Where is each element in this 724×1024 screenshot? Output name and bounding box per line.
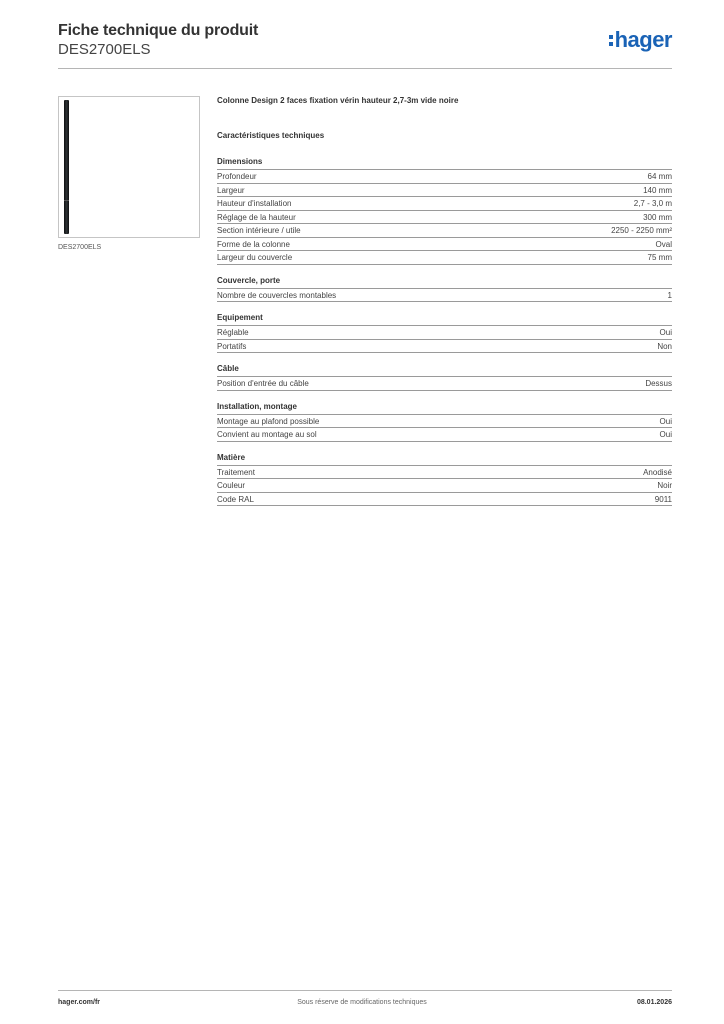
spec-row — [217, 211, 672, 225]
hager-logo — [609, 29, 672, 51]
spec-value: Oui — [659, 328, 672, 337]
spec-label: Section intérieure / utile — [217, 226, 301, 235]
spec-section-title: Matière — [217, 452, 672, 466]
spec-sections — [217, 156, 672, 506]
product-reference: DES2700ELS — [58, 41, 151, 58]
spec-row — [217, 466, 672, 480]
spec-section-title: Equipement — [217, 312, 672, 326]
spec-row — [217, 415, 672, 429]
spec-label: Montage au plafond possible — [217, 416, 320, 426]
product-column-image — [64, 100, 69, 234]
spec-label: Largeur — [217, 185, 245, 195]
spec-section-title: Installation, montage — [217, 401, 672, 415]
spec-row — [217, 170, 672, 184]
spec-section-title: Câble — [217, 363, 672, 377]
product-description: Colonne Design 2 faces fixation vérin hauteur 2,7-3m vide noire — [217, 96, 459, 105]
spec-label: Position d'entrée du câble — [217, 379, 309, 388]
spec-value: Noir — [657, 481, 672, 490]
spec-section-title: Dimensions — [217, 156, 672, 170]
spec-label: Couleur — [217, 481, 246, 490]
spec-section-title: Couvercle, porte — [217, 275, 672, 289]
footer-website: hager.com/fr — [58, 999, 101, 1006]
spec-label: Traitement — [217, 467, 255, 477]
spec-value: Oui — [659, 430, 672, 439]
spec-label: Forme de la colonne — [217, 239, 290, 249]
spec-section — [217, 452, 672, 507]
spec-row — [217, 184, 672, 198]
header-divider — [58, 68, 672, 69]
spec-section — [217, 156, 672, 265]
spec-label: Largeur du couvercle — [217, 253, 293, 262]
spec-row — [217, 289, 672, 303]
spec-label: Code RAL — [217, 494, 254, 504]
spec-row — [217, 479, 672, 493]
spec-value: Dessus — [645, 379, 672, 388]
spec-label: Hauteur d'installation — [217, 199, 292, 208]
footer-date: 08.01.2026 — [636, 999, 672, 1006]
product-content — [217, 95, 672, 516]
spec-section — [217, 363, 672, 391]
spec-value: 9011 — [654, 494, 672, 504]
spec-section — [217, 401, 672, 442]
spec-label: Nombre de couvercles montables — [217, 290, 337, 300]
spec-row — [217, 251, 672, 265]
spec-value: 2250 - 2250 mm² — [611, 226, 672, 235]
spec-row — [217, 326, 672, 340]
spec-value: Oval — [655, 239, 672, 249]
spec-value: 2,7 - 3,0 m — [633, 199, 672, 208]
spec-value: 64 mm — [647, 172, 672, 181]
page-header — [58, 21, 672, 69]
spec-label: Portatifs — [217, 341, 247, 351]
spec-value: Oui — [659, 416, 672, 426]
spec-row — [217, 197, 672, 211]
spec-row — [217, 428, 672, 442]
spec-section — [217, 275, 672, 303]
spec-label: Convient au montage au sol — [217, 430, 317, 439]
spec-value: 1 — [667, 290, 672, 300]
spec-value: 140 mm — [643, 185, 672, 195]
product-image-caption: DES2700ELS — [58, 244, 102, 251]
spec-section — [217, 312, 672, 353]
logo-colon-icon — [609, 35, 613, 46]
footer-disclaimer: Sous réserve de modifications techniques — [297, 999, 427, 1006]
footer-divider — [58, 990, 672, 991]
spec-row — [217, 493, 672, 507]
spec-label: Réglable — [217, 328, 249, 337]
page-title: Fiche technique du produit — [58, 22, 259, 39]
product-image-frame — [58, 96, 200, 238]
logo-text: hager — [614, 27, 672, 52]
spec-label: Réglage de la hauteur — [217, 212, 296, 222]
spec-label: Profondeur — [217, 172, 257, 181]
spec-value: 75 mm — [647, 253, 672, 262]
spec-row — [217, 224, 672, 238]
spec-value: Non — [657, 341, 672, 351]
spec-row — [217, 340, 672, 354]
tech-characteristics-title: Caractéristiques techniques — [217, 131, 325, 140]
spec-value: 300 mm — [643, 212, 672, 222]
spec-value: Anodisé — [643, 467, 672, 477]
spec-row — [217, 238, 672, 252]
spec-row — [217, 377, 672, 391]
